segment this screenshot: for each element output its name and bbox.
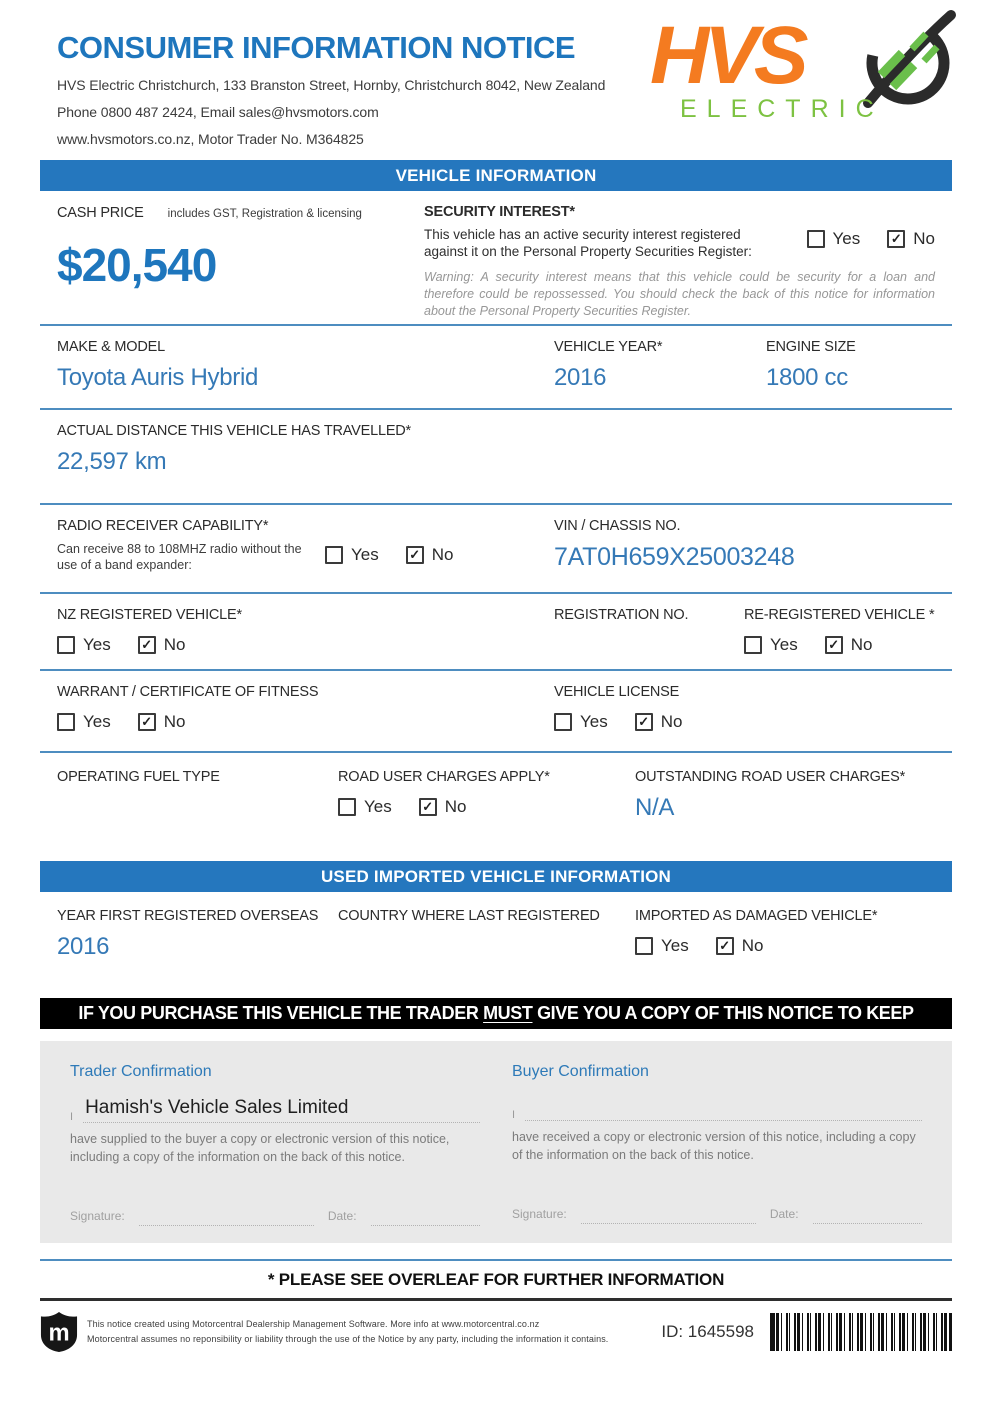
- fuel-type-label: OPERATING FUEL TYPE: [57, 769, 220, 785]
- trader-pronoun: I: [70, 1111, 74, 1123]
- imported-damaged-label: IMPORTED AS DAMAGED VEHICLE*: [635, 908, 878, 924]
- trader-date-label: Date:: [327, 1209, 357, 1224]
- security-yes-checkbox[interactable]: [807, 230, 825, 248]
- radio-no-checkbox[interactable]: ✓: [406, 546, 424, 564]
- confirmation-box: [40, 1041, 952, 1243]
- outstanding-ruc-block: [635, 769, 935, 861]
- buyer-date-field[interactable]: [813, 1206, 922, 1224]
- footer-disclaimer: [87, 1317, 608, 1348]
- section-bar-used-imported: USED IMPORTED VEHICLE INFORMATION: [40, 861, 952, 892]
- buyer-pronoun: I: [512, 1109, 516, 1121]
- vehicle-year-label: VEHICLE YEAR*: [554, 339, 663, 355]
- radio-label: RADIO RECEIVER CAPABILITY*: [57, 518, 269, 534]
- dealer-address: HVS Electric Christchurch, 133 Branston Street, Hornby, Christchurch 8042, New Zealand: [57, 77, 606, 93]
- radio-block: [57, 518, 554, 592]
- trader-name-field[interactable]: Hamish's Vehicle Sales Limited: [83, 1097, 480, 1123]
- imported-damaged-no-checkbox[interactable]: ✓: [716, 937, 734, 955]
- row-make-model: [40, 326, 952, 408]
- ruc-no-label: No: [444, 797, 467, 816]
- buyer-confirmation-title: Buyer Confirmation: [512, 1063, 649, 1080]
- hvs-electric-logo: [650, 5, 960, 130]
- vehicle-year-value: 2016: [554, 364, 607, 391]
- re-registered-no-checkbox[interactable]: ✓: [825, 636, 843, 654]
- ruc-block: [338, 769, 635, 861]
- row-fuel-ruc: [40, 753, 952, 861]
- security-yes-label: Yes: [832, 229, 861, 248]
- trader-confirmation: [70, 1063, 480, 1243]
- radio-no-label: No: [431, 545, 454, 564]
- ruc-yes-checkbox[interactable]: [338, 798, 356, 816]
- vehicle-license-no-label: No: [660, 712, 683, 731]
- distance-label: ACTUAL DISTANCE THIS VEHICLE HAS TRAVELLED*: [57, 423, 411, 439]
- nz-registered-yes-checkbox[interactable]: [57, 636, 75, 654]
- purchase-notice-suffix: GIVE YOU A COPY OF THIS NOTICE TO KEEP: [532, 1003, 914, 1023]
- nz-registered-no-label: No: [163, 635, 186, 654]
- warrant-yes-label: Yes: [83, 712, 111, 731]
- nz-registered-block: [57, 607, 554, 669]
- footer: [40, 1311, 952, 1353]
- warrant-yes-checkbox[interactable]: [57, 713, 75, 731]
- engine-size-label: ENGINE SIZE: [766, 339, 856, 355]
- row-radio-vin: [40, 505, 952, 592]
- logo-subtext: ELECTRIC: [680, 95, 884, 123]
- ruc-label: ROAD USER CHARGES APPLY*: [338, 769, 550, 785]
- overleaf-note: * PLEASE SEE OVERLEAF FOR FURTHER INFORMATION: [267, 1270, 725, 1289]
- buyer-signature-label: Signature:: [512, 1207, 567, 1222]
- vehicle-year-block: [554, 339, 766, 408]
- row-warrant-license: [40, 671, 952, 751]
- ruc-no-checkbox[interactable]: ✓: [419, 798, 437, 816]
- warrant-no-label: No: [163, 712, 186, 731]
- footer-line2: Motorcentral assumes no reponsibility or liability through the use of the Notice by any party, including the information it contains.: [87, 1334, 609, 1344]
- warrant-block: [57, 684, 554, 751]
- distance-value: 22,597 km: [57, 448, 167, 475]
- registration-no-block: [554, 607, 744, 669]
- imported-damaged-no-label: No: [741, 936, 764, 955]
- barcode: [770, 1313, 952, 1351]
- imported-damaged-block: [635, 908, 935, 998]
- buyer-confirmation: [512, 1063, 922, 1243]
- vehicle-license-block: [554, 684, 935, 751]
- year-first-block: [57, 908, 338, 998]
- cash-price-label: CASH PRICE: [57, 205, 144, 221]
- warrant-label: WARRANT / CERTIFICATE OF FITNESS: [57, 684, 319, 700]
- imported-damaged-yes-checkbox[interactable]: [635, 937, 653, 955]
- logo-text: HVS: [650, 10, 804, 101]
- separator-dark: [40, 1298, 952, 1301]
- re-registered-yes-checkbox[interactable]: [744, 636, 762, 654]
- security-no-checkbox[interactable]: ✓: [887, 230, 905, 248]
- dealer-web-trader: www.hvsmotors.co.nz, Motor Trader No. M364825: [57, 131, 364, 147]
- row-distance: [40, 410, 952, 503]
- nz-registered-no-checkbox[interactable]: ✓: [138, 636, 156, 654]
- radio-desc: Can receive 88 to 108MHZ radio without the use of a band expander:: [57, 542, 302, 573]
- trader-confirmation-title: Trader Confirmation: [70, 1063, 212, 1080]
- security-interest-block: [424, 204, 935, 324]
- re-registered-no-label: No: [850, 635, 873, 654]
- vehicle-license-yes-label: Yes: [580, 712, 608, 731]
- buyer-confirmation-body: have received a copy or electronic version of this notice, including a copy of the information on the back of this notice.: [512, 1130, 916, 1163]
- vehicle-license-yes-checkbox[interactable]: [554, 713, 572, 731]
- svg-text:m: m: [48, 1319, 70, 1347]
- fuel-type-block: [57, 769, 338, 861]
- trader-signature-field[interactable]: [139, 1208, 314, 1226]
- engine-size-value: 1800 cc: [766, 364, 848, 391]
- year-first-label: YEAR FIRST REGISTERED OVERSEAS: [57, 908, 319, 924]
- cash-price-note: includes GST, Registration & licensing: [167, 208, 362, 220]
- buyer-date-label: Date:: [769, 1207, 799, 1222]
- radio-yes-checkbox[interactable]: [325, 546, 343, 564]
- vehicle-license-checkboxes: [554, 712, 935, 732]
- buyer-name-field[interactable]: [525, 1097, 922, 1121]
- re-registered-label: RE-REGISTERED VEHICLE *: [744, 607, 935, 623]
- nz-registered-label: NZ REGISTERED VEHICLE*: [57, 607, 242, 623]
- purchase-notice-bar: [40, 998, 952, 1029]
- security-interest-warning: Warning: A security interest means that this vehicle could be security for a loan and therefore could be repossessed. You should check the back of this notice for information about the Personal Property Securities Register.: [424, 269, 935, 318]
- motorcentral-logo-icon: [40, 1311, 78, 1353]
- re-registered-yes-label: Yes: [770, 635, 798, 654]
- make-model-value: Toyota Auris Hybrid: [57, 364, 259, 391]
- nz-registered-yes-label: Yes: [83, 635, 111, 654]
- security-interest-label: SECURITY INTEREST*: [424, 204, 575, 220]
- outstanding-ruc-label: OUTSTANDING ROAD USER CHARGES*: [635, 769, 906, 785]
- page-title: CONSUMER INFORMATION NOTICE: [57, 30, 576, 65]
- vehicle-license-no-checkbox[interactable]: ✓: [635, 713, 653, 731]
- nz-registered-checkboxes: [57, 635, 554, 655]
- dealer-phone-email: Phone 0800 487 2424, Email sales@hvsmotors.com: [57, 104, 379, 120]
- security-interest-checkboxes: [807, 229, 935, 249]
- vehicle-license-label: VEHICLE LICENSE: [554, 684, 680, 700]
- header: [40, 0, 952, 160]
- re-registered-checkboxes: [744, 635, 935, 655]
- purchase-notice-prefix: IF YOU PURCHASE THIS VEHICLE THE TRADER: [78, 1003, 484, 1023]
- vin-block: [554, 518, 935, 592]
- outstanding-ruc-value: N/A: [635, 794, 675, 821]
- row-cash-security: [40, 191, 952, 324]
- security-no-label: No: [913, 229, 935, 248]
- year-first-value: 2016: [57, 933, 110, 960]
- trader-confirmation-body: have supplied to the buyer a copy or electronic version of this notice, including a copy of the information on the back of this notice.: [70, 1132, 450, 1165]
- vin-label: VIN / CHASSIS NO.: [554, 518, 681, 534]
- notice-id: ID: 1645598: [661, 1322, 754, 1341]
- section-bar-vehicle-information: VEHICLE INFORMATION: [40, 160, 952, 191]
- security-interest-desc: This vehicle has an active security interest registered against it on the Personal Property Securities Register:: [424, 227, 752, 259]
- engine-size-block: [766, 339, 935, 408]
- ruc-checkboxes: [338, 797, 635, 817]
- make-model-label: MAKE & MODEL: [57, 339, 165, 355]
- trader-signature-label: Signature:: [70, 1209, 125, 1224]
- warrant-no-checkbox[interactable]: ✓: [138, 713, 156, 731]
- ruc-yes-label: Yes: [364, 797, 392, 816]
- imported-damaged-yes-label: Yes: [661, 936, 689, 955]
- vin-value: 7AT0H659X25003248: [554, 543, 795, 571]
- radio-yes-label: Yes: [351, 545, 379, 564]
- warrant-checkboxes: [57, 712, 554, 732]
- country-label: COUNTRY WHERE LAST REGISTERED: [338, 908, 600, 924]
- re-registered-block: [744, 607, 935, 669]
- make-model-block: [57, 339, 554, 408]
- buyer-signature-field[interactable]: [581, 1206, 756, 1224]
- radio-checkboxes: [325, 545, 453, 565]
- row-nz-registered: [40, 594, 952, 669]
- purchase-notice-must: MUST: [483, 1003, 533, 1023]
- registration-no-label: REGISTRATION NO.: [554, 607, 689, 623]
- footer-line1: This notice created using Motorcentral Dealership Management Software. More info at www.motorcentral.co.nz: [87, 1318, 540, 1329]
- imported-damaged-checkboxes: [635, 936, 935, 956]
- country-block: [338, 908, 635, 998]
- row-used-imported: [40, 892, 952, 998]
- trader-date-field[interactable]: [371, 1208, 480, 1226]
- cash-price-value: $20,540: [57, 239, 217, 291]
- cash-price-block: [57, 204, 424, 324]
